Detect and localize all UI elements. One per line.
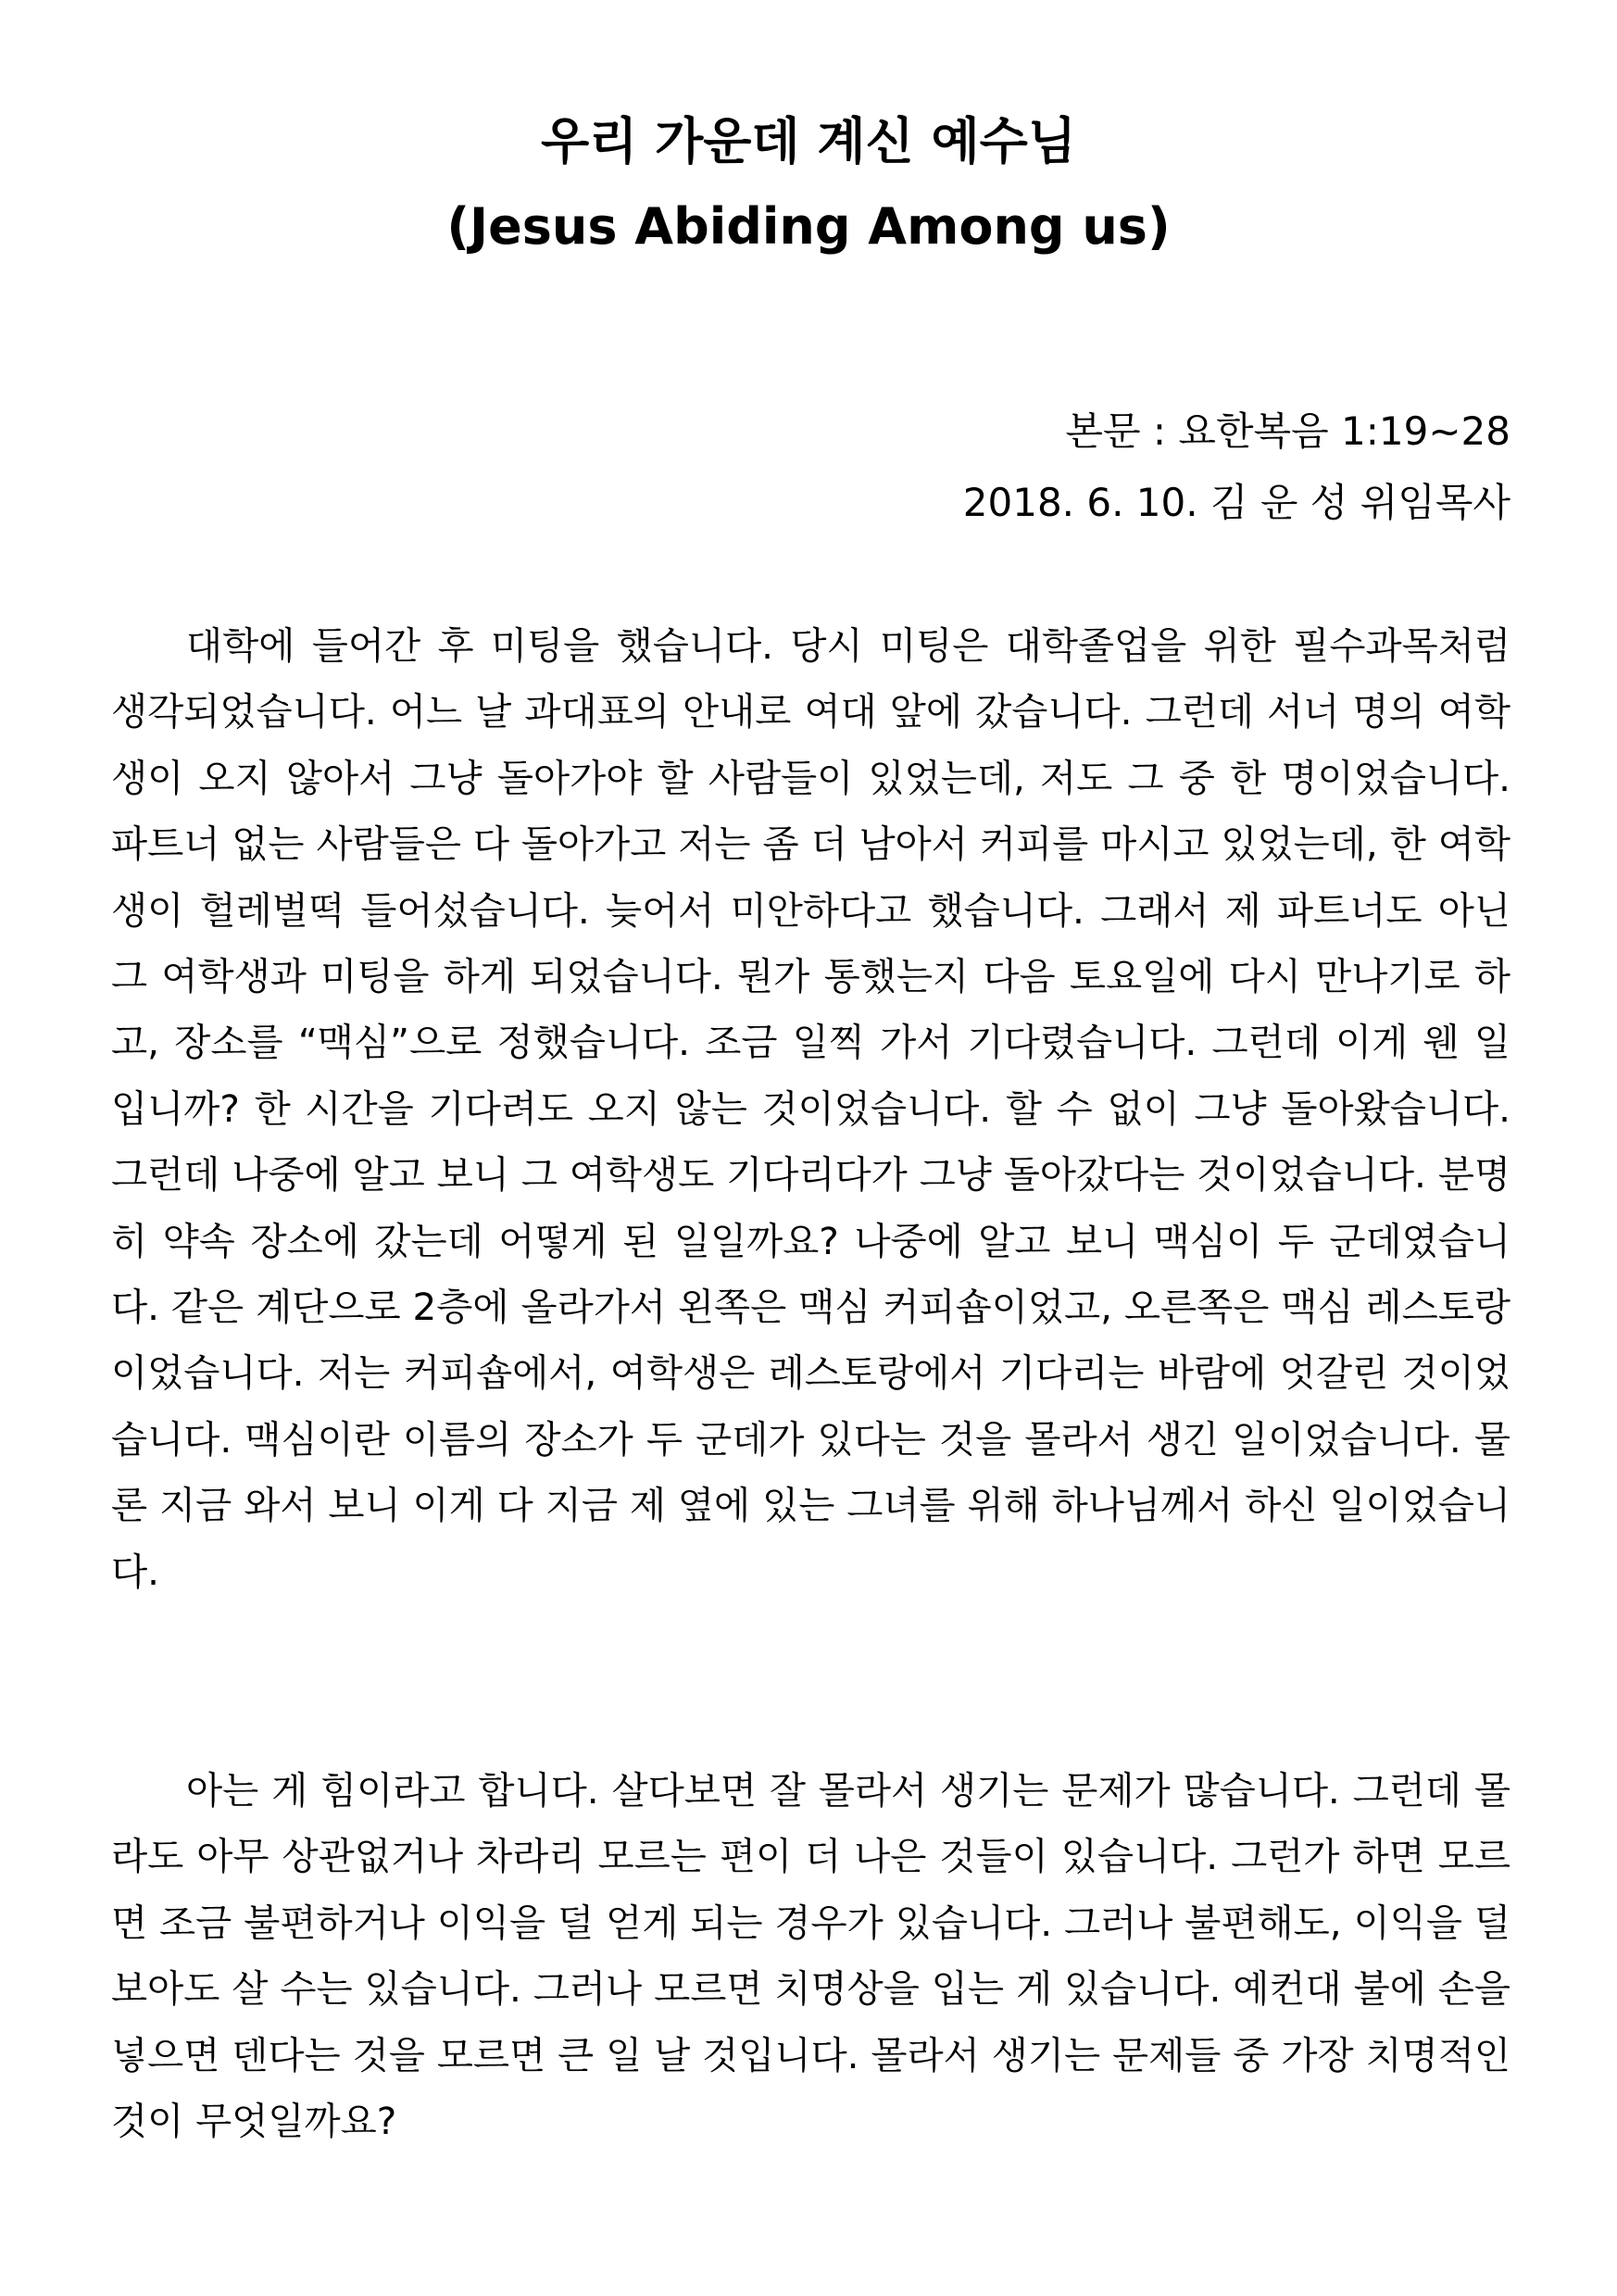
date-and-preacher: 2018. 6. 10. 김 운 성 위임목사 — [962, 480, 1510, 525]
body-paragraph-2: 아는 게 힘이라고 합니다. 살다보면 잘 몰라서 생기는 문제가 많습니다. 그런데 몰라도 아무 상관없거나 차라리 모르는 편이 더 나은 것들이 있습니다. 그런가 하면 모르면 조금 불편하거나 이익을 덜 얻게 되는 경우가 있습니다. 그러나 불편해도, 이익을 덜 보아도 살 수는 있습니다. 그러나 모르면 치명상을 입는 게 있습니다. 예컨대 불에 손을 넣으면 덴다는 것을 모르면 큰 일 날 것입니다. 몰라서 생기는 문제들 중 가장 치명적인 것이 무엇일까요? — [111, 1768, 1510, 2144]
sermon-title: 우리 가운데 계신 예수님 — [540, 112, 1077, 170]
scripture-passage: 본문 : 요한복음 1:19~28 — [1065, 408, 1510, 454]
sermon-subtitle: (Jesus Abiding Among us) — [446, 197, 1171, 256]
body-paragraph-1: 대학에 들어간 후 미팅을 했습니다. 당시 미팅은 대학졸업을 위한 필수과목처럼 생각되었습니다. 어느 날 과대표의 안내로 여대 앞에 갔습니다. 그런데 서너 명의 여학생이 오지 않아서 그냥 돌아가야 할 사람들이 있었는데, 저도 그 중 한 명이었습니다. 파트너 없는 사람들은 다 돌아가고 저는 좀 더 남아서 커피를 마시고 있었는데, 한 여학생이 헐레벌떡 들어섰습니다. 늦어서 미안하다고 했습니다. 그래서 제 파트너도 아닌 그 여학생과 미팅을 하게 되었습니다. 뭔가 통했는지 다음 토요일에 다시 만나기로 하고, 장소를 “맥심”으로 정했습니다. 조금 일찍 가서 기다렸습니다. 그런데 이게 웬 일입니까? 한 시간을 기다려도 오지 않는 것이었습니다. 할 수 없이 그냥 돌아왔습니다. 그런데 나중에 알고 보니 그 여학생도 기다리다가 그냥 돌아갔다는 것이었습니다. 분명히 약속 장소에 갔는데 어떻게 된 일일까요? 나중에 알고 보니 맥심이 두 군데였습니다. 같은 계단으로 2층에 올라가서 왼쪽은 맥심 커피숍이었고, 오른쪽은 맥심 레스토랑이었습니다. 저는 커피숍에서, 여학생은 레스토랑에서 기다리는 바람에 엇갈린 것이었습니다. 맥심이란 이름의 장소가 두 군데가 있다는 것을 몰라서 생긴 일이었습니다. 물론 지금 와서 보니 이게 다 지금 제 옆에 있는 그녀를 위해 하나님께서 하신 일이었습니다. — [111, 623, 1510, 1594]
